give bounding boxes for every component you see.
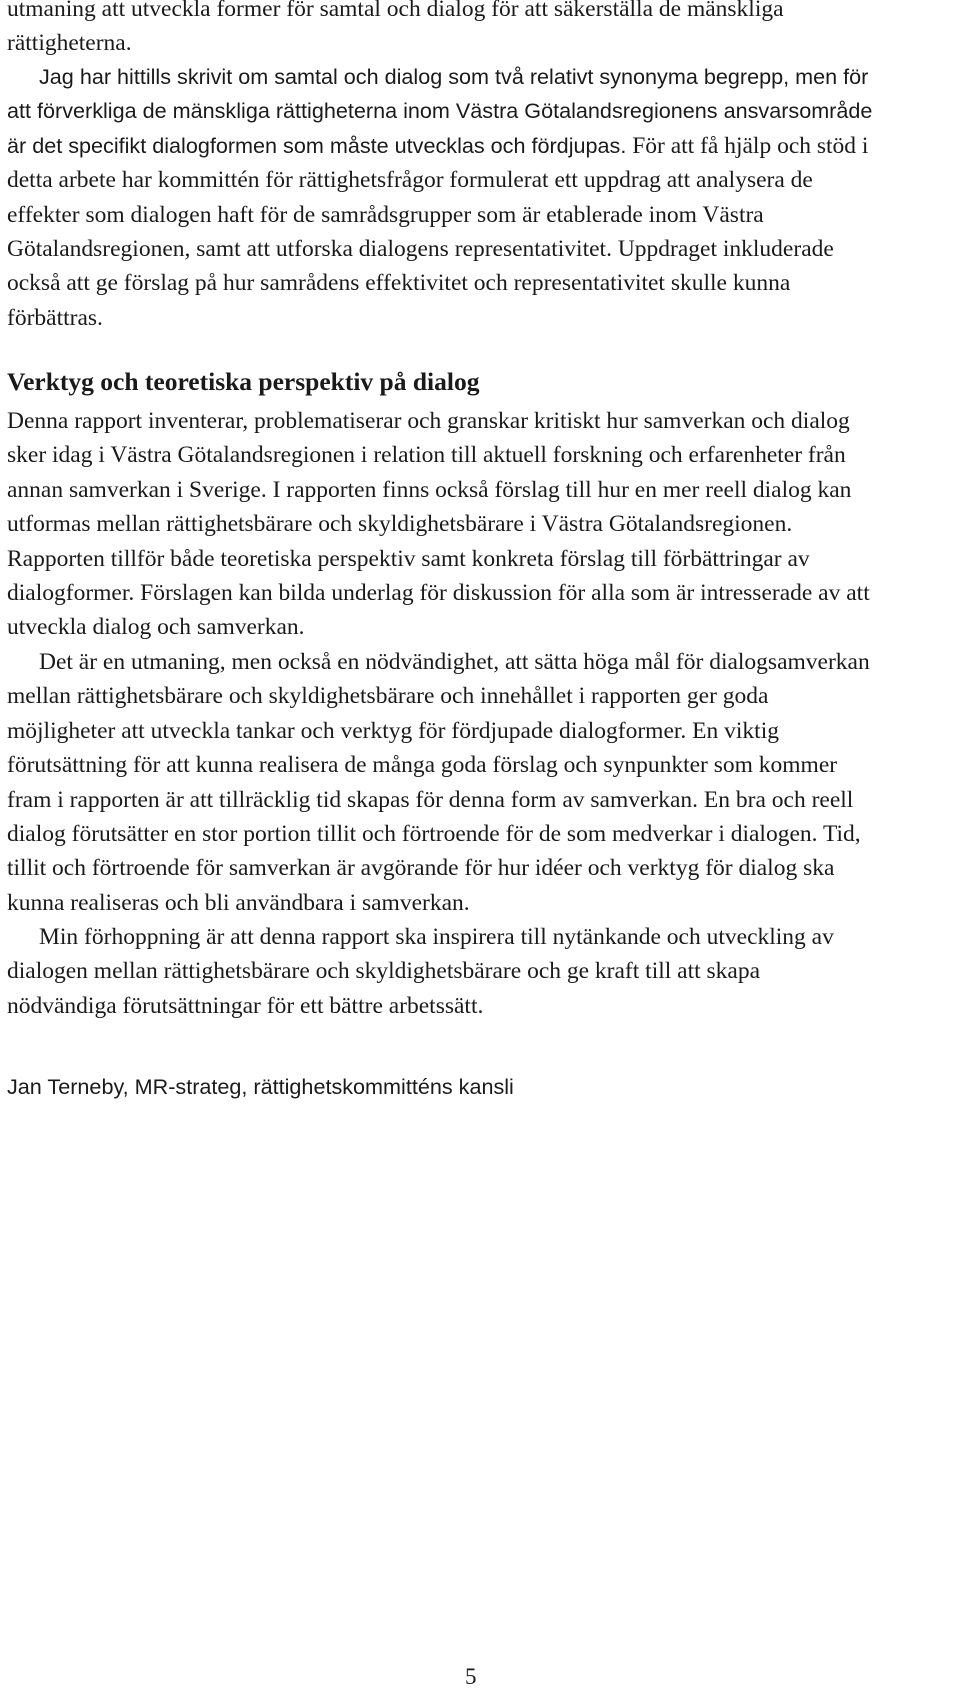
paragraph-line: rättigheterna. (7, 30, 132, 57)
paragraph-line: kunna realiseras och bli användbara i samverkan. (7, 889, 470, 916)
paragraph-line: sker idag i Västra Götalandsregionen i relation till aktuell forskning och erfarenheter från (7, 442, 846, 469)
paragraph-line: dialogen mellan rättighetsbärare och skyldighetsbärare och ge kraft till att skapa (7, 958, 761, 985)
paragraph-challenge (7, 645, 870, 920)
paragraph-line: Min förhoppning är att denna rapport ska inspirera till nytänkande och utveckling av (39, 924, 834, 950)
paragraph-line: Rapporten tillför både teoretiska perspektiv samt konkreta förslag till förbättringar av (7, 545, 810, 572)
author-signature: Jan Terneby, MR-strateg, rättighetskommitténs kansli (7, 1074, 514, 1099)
paragraph-line: Denna rapport inventerar, problematiserar och granskar kritiskt hur samverkan och dialog (7, 408, 850, 434)
paragraph-line: utmaning att utveckla former för samtal och dialog för att säkerställa de mänskliga (7, 0, 784, 22)
paragraph-segment: är det specifikt dialogformen som måste utvecklas och fördjupas. (7, 132, 627, 158)
paragraph-hope (7, 920, 834, 1023)
paragraph-line: utformas mellan rättighetsbärare och skyldighetsbärare i Västra Götalandsregionen. (7, 511, 793, 538)
paragraph-line: förbättras. (7, 304, 103, 331)
paragraph-line: annan samverkan i Sverige. I rapporten finns också förslag till hur en mer reell dialog kan (7, 476, 852, 503)
paragraph-line: tillit och förtroende för samverkan är avgörande för hur idéer och verktyg för dialog ska (7, 855, 835, 882)
intro-paragraph (7, 0, 784, 61)
paragraph-assignment (7, 60, 872, 335)
paragraph-report-summary (7, 404, 870, 645)
paragraph-segment: För att få hjälp och stöd i (626, 132, 869, 159)
paragraph-line: Det är en utmaning, men också en nödvändighet, att sätta höga mål för dialogsamverkan (39, 649, 870, 675)
paragraph-line: effekter som dialogen haft för de samrådsgrupper som är etablerade inom Västra (7, 201, 764, 228)
paragraph-line: möjligheter att utveckla tankar och verktyg för fördjupade dialogformer. En viktig (7, 717, 779, 744)
paragraph-line: dialog förutsätter en stor portion tillit och förtroende för de som medverkar i dialogen. Tid, (7, 821, 861, 848)
paragraph-line: utveckla dialog och samverkan. (7, 614, 305, 641)
paragraph-line: förutsättning för att kunna realisera de många goda förslag och synpunkter som kommer (7, 752, 838, 779)
paragraph-line-mixed (7, 129, 872, 163)
paragraph-line: att förverkliga de mänskliga rättigheterna inom Västra Götalandsregionens ansvarsområde (7, 98, 873, 124)
page-number: 5 (465, 1664, 477, 1689)
paragraph-line: detta arbete har kommittén för rättighetsfrågor formulerat ett uppdrag att analysera de (7, 167, 813, 194)
section-heading: Verktyg och teoretiska perspektiv på dialog (7, 367, 480, 396)
paragraph-line: fram i rapporten är att tillräcklig tid skapas för denna form av samverkan. En bra och reell (7, 786, 854, 813)
paragraph-line: nödvändiga förutsättningar för ett bättre arbetssätt. (7, 992, 484, 1019)
paragraph-line: mellan rättighetsbärare och skyldighetsbärare och innehållet i rapporten ger goda (7, 683, 769, 710)
paragraph-line: Götalandsregionen, samt att utforska dialogens representativitet. Uppdraget inkluderade (7, 236, 834, 263)
paragraph-line: Jag har hittills skrivit om samtal och dialog som två relativt synonyma begrepp, men för (39, 64, 869, 89)
paragraph-line: dialogformer. Förslagen kan bilda underlag för diskussion för alla som är intresserade av att (7, 580, 870, 607)
paragraph-line: också att ge förslag på hur samrådens effektivitet och representativitet skulle kunna (7, 270, 791, 297)
